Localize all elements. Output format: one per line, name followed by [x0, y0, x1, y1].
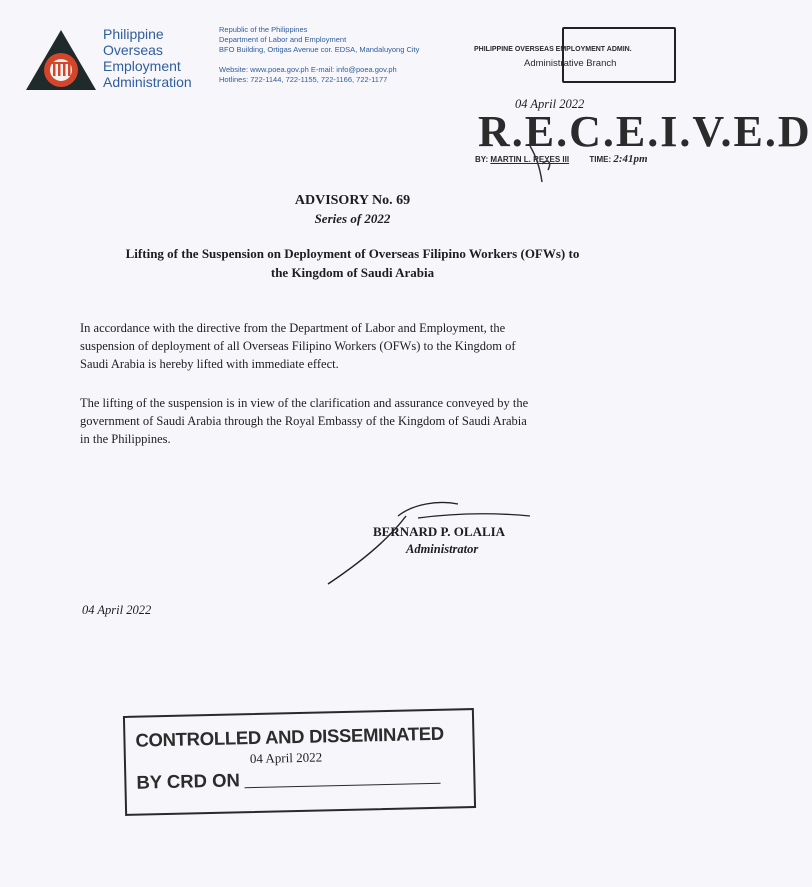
paragraph-1: In accordance with the directive from the Department of Labor and Employment, the suspension of deployment of all Overseas Filipino Workers (OFWs) to the Kingdom of Saudi Arabia is hereby lifted with immediate effect.: [80, 321, 516, 371]
contact-block: Website: www.poea.gov.ph E-mail: info@poea.gov.ph Hotlines: 722-1144, 722-1155, 722-1166, 722-1177: [219, 65, 397, 84]
paragraph-2: The lifting of the suspension is in view of the clarification and assurance conveyed by the government of Saudi Arabia through the Royal Embassy of the Kingdom of Saudi Arabia in the Philippines.: [80, 396, 529, 446]
controlled-stamp-line1: CONTROLLED AND DISSEMINATED: [135, 722, 445, 751]
received-stamp-branch: Administrative Branch: [524, 58, 617, 69]
received-signature-icon: [522, 138, 572, 188]
controlled-stamp-underline: [245, 783, 441, 788]
advisory-title: ADVISORY No. 69: [294, 193, 411, 208]
received-label: R.E.C.E.I.V.E.D: [478, 107, 812, 156]
received-by-row: BY: MARTIN L. REYES III TIME: 2:41pm: [475, 153, 648, 165]
poea-logo-icon: [24, 28, 98, 92]
advisory-subject: Lifting of the Suspension on Deployment of Overseas Filipino Workers (OFWs) to the Kingdom of Saudi Arabia: [125, 246, 580, 280]
received-stamp-agency: PHILIPPINE OVERSEAS EMPLOYMENT ADMIN.: [474, 46, 632, 53]
controlled-stamp-date: 04 April 2022: [249, 749, 323, 767]
document-date: 04 April 2022: [82, 603, 152, 617]
advisory-series: Series of 2022: [314, 211, 391, 226]
received-stamp-box: [562, 27, 676, 83]
signatory-position: Administrator: [406, 542, 479, 556]
controlled-stamp-line2: BY CRD ON: [136, 769, 241, 793]
agency-name: Philippine Overseas Employment Administration: [103, 26, 192, 90]
controlled-disseminated-stamp: [123, 708, 476, 816]
received-date: 04 April 2022: [515, 97, 585, 111]
signatory-name: BERNARD P. OLALIA: [373, 524, 506, 539]
address-block: Republic of the Philippines Department of Labor and Employment BFO Building, Ortigas Avenue cor. EDSA, Mandaluyong City: [219, 25, 420, 54]
